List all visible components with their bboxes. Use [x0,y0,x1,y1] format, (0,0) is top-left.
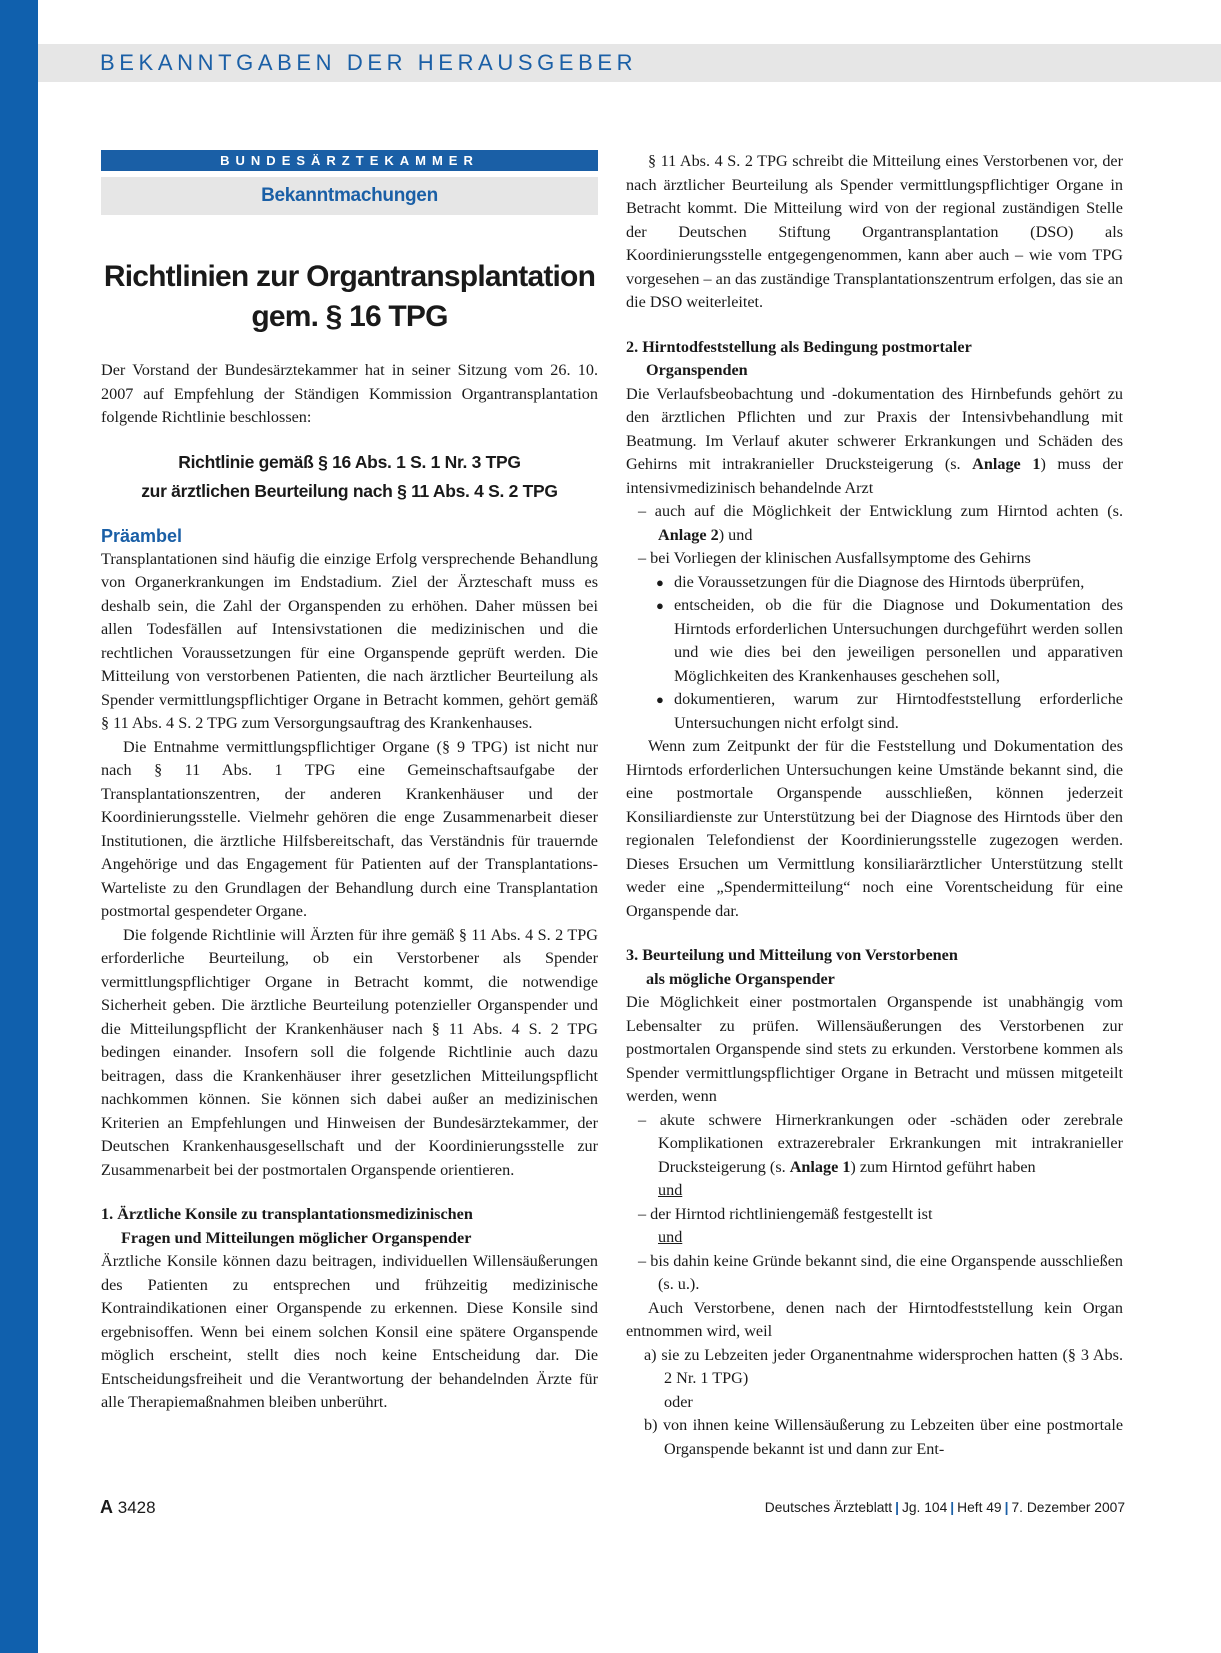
left-column [101,150,598,1415]
section-bar: Bekanntmachungen [101,177,598,215]
section-2-bullet-2: ● entscheiden, ob die für die Diagnose und Dokumentation des Hirntods erforderlichen Untersuchungen durchgeführt werden sollen und wie dies bei den jeweiligen personellen und apparativen Möglichkeiten des Krankenhauses geschehen soll, [626,594,1123,688]
title-line-1: Richtlinien zur Organtransplantation [103,260,596,293]
praeambel-paragraph-3: Die folgende Richtlinie will Ärzten für ihre gemäß § 11 Abs. 4 S. 2 TPG erforderliche Beurteilung, ob ein Verstorbener als Spender vermittlungspflichtiger Organe in Betracht kommt, die notwendige Sicherheit geben. Die ärztliche Beurteilung potenzieller Organspender und die Mitteilungspflicht der Krankenhäuser nach § 11 Abs. 4 S. 2 TPG bedingen einander. Insofern soll die folgende Richtlinie auch dazu beitragen, dass die Krankenhäuser ihrer gesetzlichen Mitteilungspflicht nachkommen können. Sie können sich dabei außer an medizinischen Kriterien an Empfehlungen und Hinweisen der Bundesärztekammer, der Deutschen Krankenhausgesellschaft und der Koordinierungsstelle zur Zusammenarbeit bei der postmortalen Organspende orientieren. [101,925,598,1179]
section-3-item-b: b) von ihnen keine Willensäußerung zu Lebzeiten über eine postmortale Organspende bekannt ist und dann zur Ent- [644,1416,1123,1458]
right-column [626,150,1123,1461]
section-3-heading-line-2: als mögliche Organspender [646,969,835,988]
section-1-heading [101,1203,598,1250]
section-2-dash-1: – auch auf die Möglichkeit der Entwicklung zum Hirntod achten (s. Anlage 2) und [638,502,1123,544]
journal-date: 7. Dezember 2007 [1011,1500,1125,1515]
section-3-item-a: a) sie zu Lebzeiten jeder Organentnahme widersprochen hatten (§ 3 Abs. 2 Nr. 1 TPG) [644,1345,1123,1387]
und-connector-2: und [658,1228,683,1246]
page-number [100,1497,156,1518]
section-3-heading [626,944,1123,991]
organization-bar: BUNDESÄRZTEKAMMER [101,150,598,171]
section-2-paragraph-2: Wenn zum Zeitpunkt der für die Feststellung und Dokumentation des Hirntods erforderlichen Untersuchungen keine Umstände bekannt sind, die eine postmortale Organspende ausschließen, können jederzeit Konsiliardienste zur Unterstützung bei der Diagnose des Hirntods über den regionalen Telefondienst der Koordinierungsstelle zugezogen werden. Dieses Ersuchen um Vermittlung konsiliarärztlicher Unterstützung stellt weder eine „Spendermitteilung“ noch eine Vorentscheidung für eine Organspende dar. [626,737,1123,920]
running-head: BEKANNTGABEN DER HERAUSGEBER [38,44,1221,82]
title-line-2: gem. § 16 TPG [251,300,448,333]
section-1-paragraph: Ärztliche Konsile können dazu beitragen, individuellen Willensäußerungen des Patienten zu entsprechen und frühzeitig medizinische Kontraindikationen einer Organspende zu erkennen. Diese Konsile sind ergebnisoffen. Wenn bei einem solchen Konsil eine spätere Organspende möglich erscheint, stellt dies noch keine Entscheidung dar. Die Entscheidungsfreiheit und die Verantwortung der behandelnden Ärzte für alle Therapiemaßnahmen bleiben unberührt. [101,1252,598,1411]
section-2-intro: Die Verlaufsbeobachtung und -dokumentation des Hirnbefunds gehört zu den ärztlichen Pflichten und zur Praxis der Intensivbehandlung mit Beatmung. Im Verlauf akuter schwerer Erkrankungen und Schäden des Gehirns mit intrakranieller Drucksteigerung (s. Anlage 1) muss der intensivmedizinisch behandelnde Arzt [626,384,1123,497]
praeambel-paragraph-2: Die Entnahme vermittlungspflichtiger Organe (§ 9 TPG) ist nicht nur nach § 11 Abs. 1 TPG eine Gemeinschaftsaufgabe der Transplantationszentren, der anderen Krankenhäuser und der Koordinierungsstelle. Vielmehr gehören die enge Zusammenarbeit dieser Institutionen, die ärztliche Hilfsbereitschaft, das Verständnis für trauernde Angehörige und das Engagement für Patienten auf der Transplantations-Warteliste zu den Grundlagen der Behandlung durch eine Transplantation postmortal gespendeter Organe. [101,737,598,920]
document-title [101,257,598,337]
section-2-heading [626,336,1123,383]
section-2-heading-line-1: 2. Hirntodfeststellung als Bedingung postmortaler [626,337,972,356]
anlage-2-ref: Anlage 2 [658,525,719,544]
journal-name: Deutsches Ärzteblatt [764,1500,893,1515]
intro-paragraph: Der Vorstand der Bundesärztekammer hat in seiner Sitzung vom 26. 10. 2007 auf Empfehlung der Ständigen Kommission Organtransplantation folgende Richtlinie beschlossen: [101,361,598,426]
journal-volume: Jg. 104 [901,1500,948,1515]
und-connector-1: und [658,1181,683,1199]
section-3-dash-3: – bis dahin keine Gründe bekannt sind, die eine Organspende ausschließen (s. u.). [638,1251,1123,1293]
right-paragraph-0: § 11 Abs. 4 S. 2 TPG schreibt die Mitteilung eines Verstorbenen vor, der nach ärztlicher Beurteilung als Spender vermittlungspflichtiger Organe in Betracht kommt. Die Mitteilung wird von der regional zuständigen Stelle der Deutschen Stiftung Organtransplantation (DSO) als Koordinierungsstelle entgegengenommen, kann aber auch – wie vom TPG vorgesehen – an das zuständige Transplantationszentrum erfolgen, das sie an die DSO weiterleitet. [626,152,1123,311]
section-3-heading-line-1: 3. Beurteilung und Mitteilung von Verstorbenen [626,946,958,964]
anlage-1-ref: Anlage 1 [972,455,1041,473]
anlage-1-ref-2: Anlage 1 [789,1157,851,1176]
section-2-dash-2: – bei Vorliegen der klinischen Ausfallsymptome des Gehirns [638,549,1031,567]
section-3-dash-2: – der Hirntod richtliniengemäß festgestellt ist [638,1204,933,1223]
section-3-paragraph-2: Auch Verstorbene, denen nach der Hirntodfeststellung kein Organ entnommen wird, weil [626,1298,1123,1340]
section-3-intro: Die Möglichkeit einer postmortalen Organspende ist unabhängig vom Lebensalter zu prüfen. Willensäußerungen des Verstorbenen zur postmortalen Organspende sind stets zu erkunden. Verstorbene kommen als Spender vermittlungspflichtiger Organe in Betracht und müssen mitgeteilt werden, wenn [626,993,1123,1105]
section-2-heading-line-2: Organspenden [646,361,748,379]
oder-connector: oder [664,1392,693,1411]
section-1-heading-line-2: Fragen und Mitteilungen möglicher Organspender [121,1228,472,1247]
richtlinie-line-2: zur ärztlichen Beurteilung nach § 11 Abs. 4 S. 2 TPG [141,480,558,501]
journal-issue: Heft 49 [957,1500,1002,1515]
page-prefix: A [100,1497,113,1517]
praeambel-paragraph-1: Transplantationen sind häufig die einzige Erfolg versprechende Behandlung von Organerkrankungen im Endstadium. Ziel der Ärzteschaft muss es deshalb sein, die Zahl der Organspenden zu erhöhen. Daher müssen bei allen Todesfällen auf Intensivstationen die medizinischen und die rechtlichen Voraussetzungen für eine Organspende geprüft werden. Die Mitteilung von verstorbenen Patienten, die nach ärztlicher Beurteilung als Spender vermittlungspflichtiger Organe in Betracht kommen, gehört gemäß § 11 Abs. 4 S. 2 TPG zum Versorgungsauftrag des Krankenhauses. [101,549,598,732]
section-1-heading-line-1: 1. Ärztliche Konsile zu transplantationsmedizinischen [101,1205,473,1223]
page-number-value: 3428 [117,1498,156,1517]
section-3-dash-1: – akute schwere Hirnerkrankungen oder -schäden oder zerebrale Komplikationen extrazerebraler Erkrankungen mit intrakranieller Drucksteigerung (s. Anlage 1) zum Hirntod geführt haben [638,1110,1123,1176]
praeambel-heading: Präambel [101,525,183,546]
section-2-bullet-1: ● die Voraussetzungen für die Diagnose des Hirntods überprüfen, [626,571,1123,595]
section-2-bullet-3: ● dokumentieren, warum zur Hirntodfeststellung erforderliche Untersuchungen nicht erfolgt sind. [626,688,1123,735]
journal-footer: Deutsches Ärzteblatt | Jg. 104 | Heft 49 | 7. Dezember 2007 [764,1500,1125,1515]
richtlinie-line-1: Richtlinie gemäß § 16 Abs. 1 S. 1 Nr. 3 TPG [178,451,521,472]
richtlinie-title [101,448,598,506]
left-color-bar [0,0,38,1653]
